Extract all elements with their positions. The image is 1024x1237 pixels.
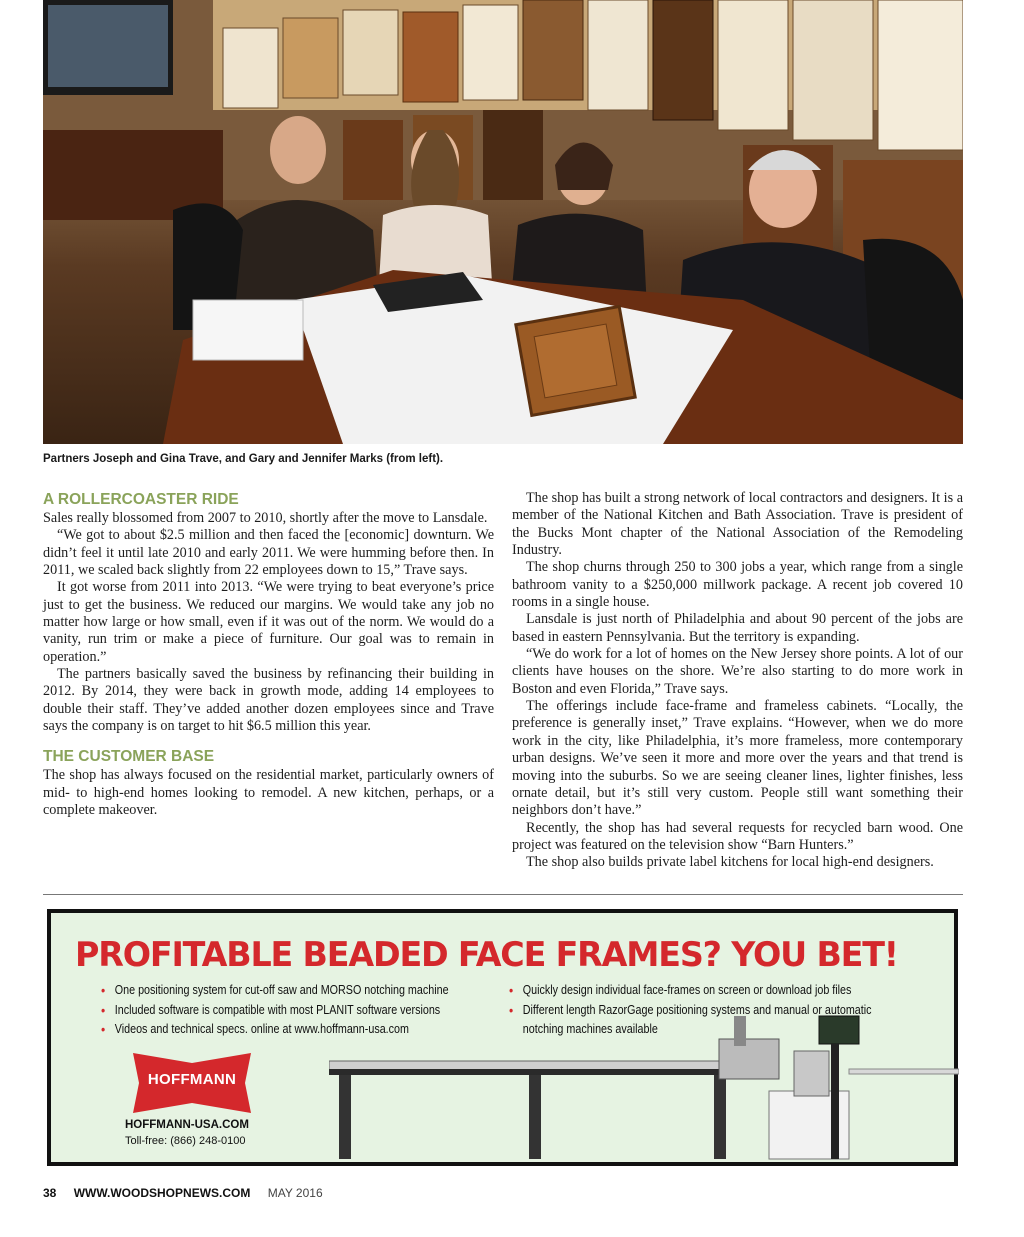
article-photo [43, 0, 963, 444]
paragraph: The shop also builds private label kitchens for local high-end designers. [526, 854, 934, 871]
paragraph: Lansdale is just north of Philadelphia and about 90 percent of the jobs are based in eastern Pennsylvania. But the territory is expanding. [512, 611, 963, 645]
ad-bullet-continuation: notching machines available [522, 1022, 658, 1036]
paragraph: Sales really blossomed from 2007 to 2010, shortly after the move to Lansdale. [43, 510, 488, 526]
section-heading: THE CUSTOMER BASE [43, 748, 215, 766]
page-footer [43, 1186, 323, 1200]
ad-bullet: • Videos and technical specs. online at www.hoffmann-usa.com [101, 1020, 449, 1040]
ad-website-link[interactable]: HOFFMANN-USA.COM [125, 1119, 249, 1131]
saw-machine-illustration [329, 1011, 959, 1161]
paragraph: The shop has always focused on the residential market, particularly owners of mid- to high-end homes looking to remodel. A new kitchen, perhaps, or a complete makeover. [43, 767, 494, 819]
paragraph: “We do work for a lot of homes on the New Jersey shore points. A lot of our clients have houses on the shore. We’re also starting to do more work in Boston and even Florida,” Trave says. [512, 646, 963, 697]
paragraph: Recently, the shop has had several requests for recycled barn wood. One project was featured on the television show “Barn Hunters.” [512, 819, 963, 853]
paragraph: “We got to about $2.5 million and then faced the [economic] downturn. We didn’t feel it until late 2010 and early 2011. We were humming before then. In 2011, we scaled back slightly from 22 employees down to 15,” Trave says. [43, 527, 494, 579]
ad-bullet: • Quickly design individual face-frames on screen or download job files [509, 981, 872, 1001]
article-column-right [512, 490, 963, 872]
photo-caption: Partners Joseph and Gina Trave, and Gary and Jennifer Marks (from left). [43, 453, 444, 465]
ad-bullet: • Different length RazorGage positioning systems and manual or automatic [509, 1001, 872, 1021]
paragraph: The shop churns through 250 to 300 jobs a year, which range from a single bathroom vanity to a $250,000 millwork package. A recent job covered 10 rooms in a single house. [512, 559, 963, 611]
footer-website-link[interactable]: WWW.WOODSHOPNEWS.COM [73, 1186, 251, 1200]
section-heading: A ROLLERCOASTER RIDE [43, 491, 239, 508]
ad-headline: PROFITABLE BEADED FACE FRAMES? YOU BET! [75, 935, 898, 975]
photo-illustration [43, 0, 963, 444]
paragraph: The shop has built a strong network of local contractors and designers. It is a member of the National Kitchen and Bath Association. Trave is president of the Bucks Mont chapter of the National Association of the Remodeling Industry. [512, 490, 963, 559]
paragraph: The partners basically saved the business by refinancing their building in 2012. By 2014, they were back in growth mode, adding 14 employees to double their staff. They’ve added another dozen employees since and Trave says the company is on target to hit $6.5 million this year. [43, 666, 494, 735]
paragraph: It got worse from 2011 into 2013. “We were trying to beat everyone’s price just to get the business. We reduced our margins. We would take any job no matter how large or how small, even if it was out of the norm. We would do a vanity, run trim or make a piece of furniture. Our goal was to remain in operation.” [43, 579, 494, 665]
paragraph: The offerings include face-frame and frameless cabinets. “Locally, the preference is generally inset,” Trave explains. “However, when we do more work in the city, like Philadelphia, it’s more frameless, more contemporary urban designs. We’ve seen it more and more over the years and that trend is moving into the suburbs. So we are seeing cleaner lines, lighter finishes, less ornate detail, but it’s still very custom. People still want something their neighbors don’t have.” [512, 698, 963, 819]
ad-bullet: • Included software is compatible with most PLANIT software versions [101, 1001, 449, 1021]
article-column-left [43, 490, 494, 820]
divider [43, 894, 963, 895]
logo-wordmark: HOFFMANN [147, 1071, 237, 1088]
advertisement[interactable] [47, 909, 958, 1166]
page-number: 38 [43, 1186, 57, 1200]
ad-phone-number: Toll-free: (866) 248-0100 [125, 1135, 246, 1147]
ad-bullet: • One positioning system for cut-off saw and MORSO notching machine [101, 981, 449, 1001]
issue-date: MAY 2016 [267, 1186, 323, 1200]
hoffmann-logo[interactable] [133, 1053, 251, 1113]
